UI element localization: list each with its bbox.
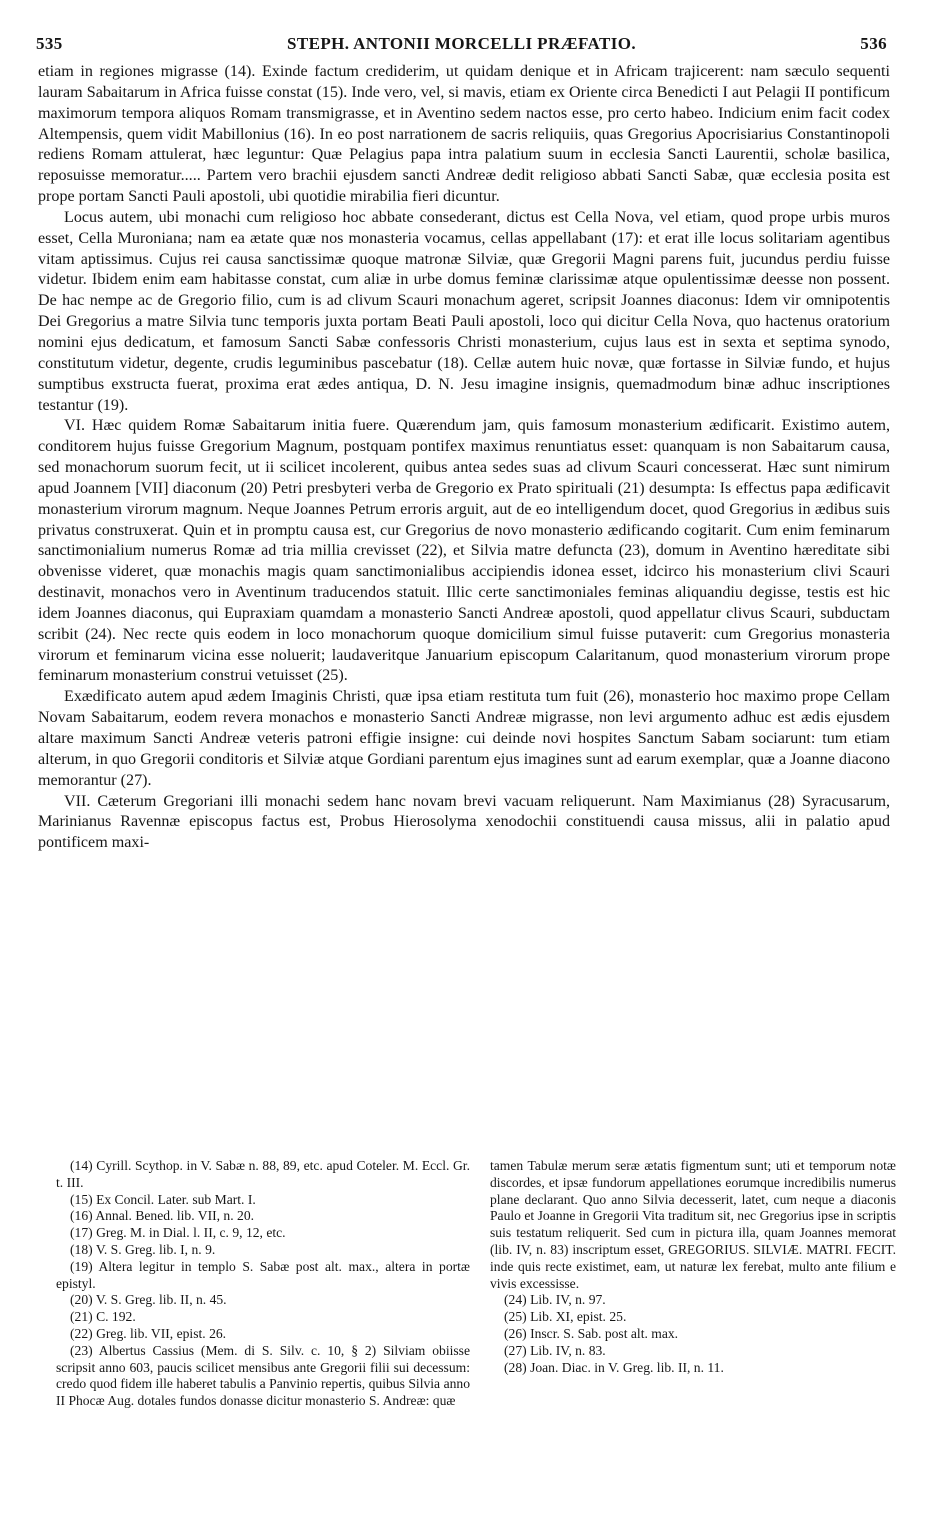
footnote-number: (25) [504, 1309, 527, 1325]
footnote-text: V. S. Greg. lib. I, n. 9. [95, 1241, 216, 1257]
paragraph: etiam in regiones migrasse (14). Exinde factum crediderim, ut quidam denique et in Africam trajicerent: nam sæculo sequenti lauram Sabaitarum in Africa fuisse constat (15). Inde vero, vel, si mavis, etiam ex Oriente circa Benedicti I aut Pelagii II pontificum maximorum tempora aliquos Romam transmigrasse, et in Aventino sedem nactos esse, pro certo habeo. Indicium enim facit codex Altempensis, quem vidit Mabillonius (16). In eo post narrationem de sacris reliquiis, quas Gregorius Apocrisiarius Constantinopoli rediens Romam attulerat, hæc leguntur: Quæ Pelagius papa intra palatium suum in ecclesia Sancti Laurentii, scholæ basilica, reposuisse memoratur..... Partem vero brachii ejusdem sancti Andreæ dedit religioso abbati Sancti Sabæ, quæ ecclesia posita est prope portam Sancti Pauli apostoli, ubi quotidie mirabilia fieri dicuntur. [38, 63, 890, 206]
page-number-left: 535 [36, 34, 63, 53]
footnote-number: (28) [504, 1359, 527, 1375]
footnote-number: (14) [70, 1158, 93, 1173]
footnote [56, 1192, 470, 1209]
footnote-number: (20) [70, 1292, 93, 1308]
footnotes-right-column [490, 1158, 896, 1376]
paragraph-section-vii: VII. Cæterum Gregoriani illi monachi sedem hanc novam brevi vacuam reliquerunt. Nam Maximianus (28) Syracusarum, Marinianus Ravennæ episcopus factus est, Probus Hierosolyma xenodochii constituendi causa missus, alii in palatio apud pontificem maxi- [38, 792, 890, 852]
footnote-number: (27) [504, 1342, 527, 1358]
footnote-text: Altera legitur in templo S. Sabæ post alt. max., altera in portæ epistyl. [56, 1258, 470, 1291]
running-header [36, 34, 887, 58]
footnote [56, 1309, 470, 1326]
footnote-text: C. 192. [96, 1309, 136, 1325]
footnote-number: (18) [70, 1241, 93, 1257]
page-number-right: 536 [860, 34, 887, 53]
paragraph: Exædificato autem apud ædem Imaginis Christi, quæ ipsa etiam restituta tum fuit (26), monasterio hoc maximo prope Cellam Novam Sabaitarum, eodem revera monachos e monasterio Sancti Andreæ migrasse, non levi argumento adhuc est ædis ejusdem altare maximum Sancti Andreæ veteris patroni effigie insigne: cui deinde novi hospites Sanctum Sabam sociarunt: tum etiam alterum, in quo Gregorii conditoris et Silviæ atque Gordiani parentum ejus imagines sunt ad earum exemplar, quæ a Joanne diacono memorantur (27). [38, 688, 890, 789]
footnote-text: Annal. Bened. lib. VII, n. 20. [95, 1208, 255, 1224]
footnote-number: (22) [70, 1325, 93, 1341]
footnote-text: Joan. Diac. in V. Greg. lib. II, n. 11. [530, 1359, 724, 1375]
footnote [56, 1326, 470, 1343]
footnote-number: (15) [70, 1191, 93, 1207]
footnote-number: (26) [504, 1325, 527, 1341]
footnote [56, 1208, 470, 1225]
footnote-text: Greg. lib. VII, epist. 26. [96, 1325, 227, 1341]
footnote-text: Ex Concil. Later. sub Mart. I. [96, 1191, 256, 1207]
footnote-text: Greg. M. in Dial. l. II, c. 9, 12, etc. [96, 1225, 286, 1241]
footnote-text: Lib. IV, n. 97. [530, 1292, 606, 1308]
footnote-text: Albertus Cassius (Mem. di S. Silv. c. 10, § 2) Silviam obiisse scripsit anno 603, paucis scilicet mensibus ante Gregorii filii sui decessum: credo quod fidem ille haberet tabulis a Panvinio repertis, quibus Silvia anno II Phocæ Aug. dotales fundos donasse dicitur monasterio S. Andreæ: quæ [56, 1342, 471, 1409]
footnote-text: V. S. Greg. lib. II, n. 45. [95, 1292, 227, 1308]
footnote [56, 1292, 470, 1309]
footnote-continuation: tamen Tabulæ merum seræ ætatis figmentum sunt; uti et temporum notæ discordes, et ipsæ fundorum appellationes eorumque incredibilis numerus plane declarant. Quo anno Silvia decesserit, latet, cum neque a diaconis Paulo et Joanne in Gregorii Vita traditum sit, nec Gregorius ipse in scriptis suis testatum reliquerit. Sed cum in pictura illa, quam Joannes memorat (lib. IV, n. 83) inscriptum esset, GREGORIUS. SILVIÆ. MATRI. FECIT. inde quis recte existimet, eam, ut naturæ lex ferebat, multo ante filium e vivis excessisse. [490, 1158, 896, 1291]
footnote [56, 1343, 470, 1410]
running-title: STEPH. ANTONII MORCELLI PRÆFATIO. [287, 34, 636, 53]
footnote [56, 1242, 470, 1259]
footnote [490, 1343, 896, 1360]
footnote-text: Cyrill. Scythop. in V. Sabæ n. 88, 89, etc. apud Coteler. M. Eccl. Gr. t. III. [56, 1158, 470, 1190]
main-text [38, 62, 890, 854]
footnote-text: Inscr. S. Sab. post alt. max. [530, 1325, 679, 1341]
footnote [490, 1360, 896, 1377]
footnote-number: (16) [70, 1208, 93, 1224]
footnote [56, 1158, 470, 1192]
paragraph: Locus autem, ubi monachi cum religioso hoc abbate consederant, dictus est Cella Nova, vel etiam, quod prope urbis muros esset, Cella Muroniana; nam ea ætate quæ nos monasteria vocamus, cellas appellabant (17): et erat ille locus solitariam agentibus vitam aptissimus. Cujus rei causa sanctissimæ quoque matronæ Silviæ, quæ Gregorii Magni parens fuit, jucundus perdiu fuisse videtur. Ibidem enim eam habitasse constat, cum aliæ in urbe domus feminæ clarissimæ atque opulentissimæ deesse non possent. De hac nempe ac de Gregorio filio, cum is ad clivum Scauri monachum ageret, scripsit Joannes diaconus: Idem vir omnipotentis Dei Gregorius a matre Silvia tunc temporis juxta portam Beati Pauli apostoli, loco qui dicitur Cella Nova, quo hactenus oratorium nomini ejus dedicatum, et famosum Sancti Sabæ confessoris Christi monasterium, cujus laus est in sexta et septima synodo, constitutum videtur, degente, crudis leguminibus pascebatur (18). Cellæ autem huic novæ, quæ fortasse in Silviæ fundo, et hujus sumptibus exstructa fuerat, proxima erat ædes antiqua, D. N. Jesu imagine insignis, quemadmodum binæ adhuc inscriptiones testantur (19). [38, 208, 890, 414]
footnote-number: (19) [70, 1258, 93, 1274]
paragraph-section-vi: VI. Hæc quidem Romæ Sabaitarum initia fuere. Quærendum jam, quis famosum monasterium ædificarit. Existimo autem, conditorem hujus fuisse Gregorium Magnum, postquam pontifex maximus renuntiatus esset: quanquam is non Sabaitarum causa, sed monachorum suorum fecit, ut ii scilicet incolerent, quibus antea sedes suas ad clivum Scauri concesserat. Hæc sunt nimirum apud Joannem [VII] diaconum (20) Petri presbyteri verba de Gregorio ex Prato spirituali (21) desumpta: Is effectus papa ædificavit monasterium virorum magnum. Neque Joannes Petrum erroris arguit, aut de eo intelligendum docet, quod Gregorius in ædibus suis privatus construxerat. Quin et in promptu causa est, cur Gregorius de novo monasterio ædificando cogitarit. Cum enim feminarum sanctimonialium numerus Romæ ad tria millia crevisset (22), et Silvia matre defuncta (23), domum in Aventino hæreditate sibi obvenisse videret, quæ monachis magis quam sanctimonialibus accipiendis idonea esset, idcirco his monasterium clivi Scauri destinavit, monachos vero in Aventinum traducendos statuit. Illic certe sanctimoniales feminas aliquandiu degisse, testis est hic idem Joannes diaconus, qui Eupraxiam quamdam a monasterio Sancti Andreæ apostoli, quod appellatur clivus Scauri, subductam scribit (24). Nec recte quis eodem in loco monachorum quoque domicilium simul fuisse putaverit: cum Gregorius monasteria virorum et feminarum vicina esse noluerit; laudaveritque Januarium episcopum Calaritanum, quod monasterium virorum prope feminarum monasterium construi vetuisset (25). [38, 417, 890, 685]
footnotes-left-column [56, 1158, 470, 1410]
footnote [56, 1225, 470, 1242]
footnote-text: Lib. IV, n. 83. [530, 1342, 606, 1358]
footnote-number: (24) [504, 1292, 527, 1308]
footnote-number: (23) [70, 1342, 93, 1358]
footnote-number: (17) [70, 1225, 93, 1241]
footnote [56, 1259, 470, 1293]
footnote [490, 1309, 896, 1326]
footnote-number: (21) [70, 1309, 93, 1325]
footnote-text: Lib. XI, epist. 25. [530, 1309, 627, 1325]
footnote [490, 1326, 896, 1343]
footnote [490, 1292, 896, 1309]
